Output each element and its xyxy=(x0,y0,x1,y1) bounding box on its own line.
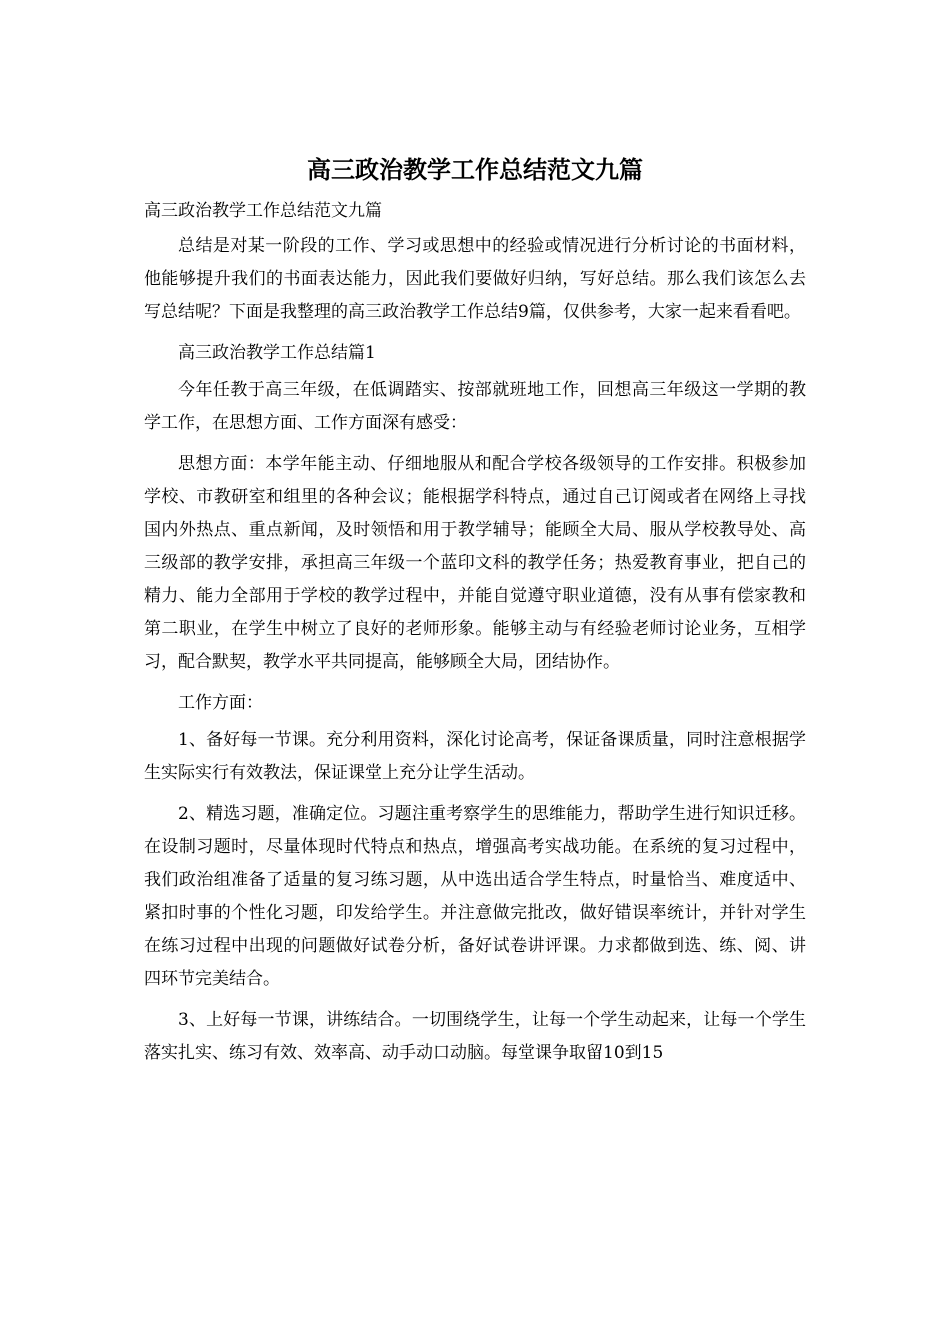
document-page xyxy=(144,150,806,1078)
document-title: 高三政治教学工作总结范文九篇 xyxy=(307,155,643,184)
paragraph-intro: 总结是对某一阶段的工作、学习或思想中的经验或情况进行分析讨论的书面材料，他能够提升我们的书面表达能力，因此我们要做好归纳，写好总结。那么我们该怎么去写总结呢？下面是我整理的高三政治教学工作总结9篇，仅供参考，大家一起来看看吧。 xyxy=(144,236,806,322)
paragraph-thought: 思想方面：本学年能主动、仔细地服从和配合学校各级领导的工作安排。积极参加学校、市教研室和组里的各种会议；能根据学科特点，通过自己订阅或者在网络上寻找国内外热点、重点新闻，及时领悟和用于教学辅导；能顾全大局、服从学校教导处、高三级部的教学安排，承担高三年级一个蓝印文科的教学任务；热爱教育事业，把自己的精力、能力全部用于学校的教学过程中，并能自觉遵守职业道德，没有从事有偿家教和第二职业，在学生中树立了良好的老师形象。能够主动与有经验老师讨论业务，互相学习，配合默契，教学水平共同提高，能够顾全大局，团结协作。 xyxy=(144,454,806,672)
paragraph-item-2: 2、精选习题，准确定位。习题注重考察学生的思维能力，帮助学生进行知识迁移。在设制习题时，尽量体现时代特点和热点，增强高考实战功能。在系统的复习过程中，我们政治组准备了适量的复习练习题，从中选出适合学生特点，时量恰当、难度适中、紧扣时事的个性化习题，印发给学生。并注意做完批改，做好错误率统计，并针对学生在练习过程中出现的问题做好试卷分析，备好试卷讲评课。力求都做到选、练、阅、讲四环节完美结合。 xyxy=(144,804,806,989)
paragraph-item-3: 3、上好每一节课，讲练结合。一切围绕学生，让每一个学生动起来，让每一个学生落实扎实、练习有效、效率高、动手动口动脑。每堂课争取留10到15 xyxy=(144,1010,806,1063)
paragraph-item-1: 1、备好每一节课。充分利用资料，深化讨论高考，保证备课质量，同时注意根据学生实际实行有效教法，保证课堂上充分让学生活动。 xyxy=(144,730,806,783)
document-subtitle: 高三政治教学工作总结范文九篇 xyxy=(144,201,382,221)
section-heading-1: 高三政治教学工作总结篇1 xyxy=(178,343,376,363)
paragraph-overview: 今年任教于高三年级，在低调踏实、按部就班地工作，回想高三年级这一学期的教学工作，在思想方面、工作方面深有感受： xyxy=(144,380,806,433)
paragraph-work-heading: 工作方面： xyxy=(178,693,263,713)
